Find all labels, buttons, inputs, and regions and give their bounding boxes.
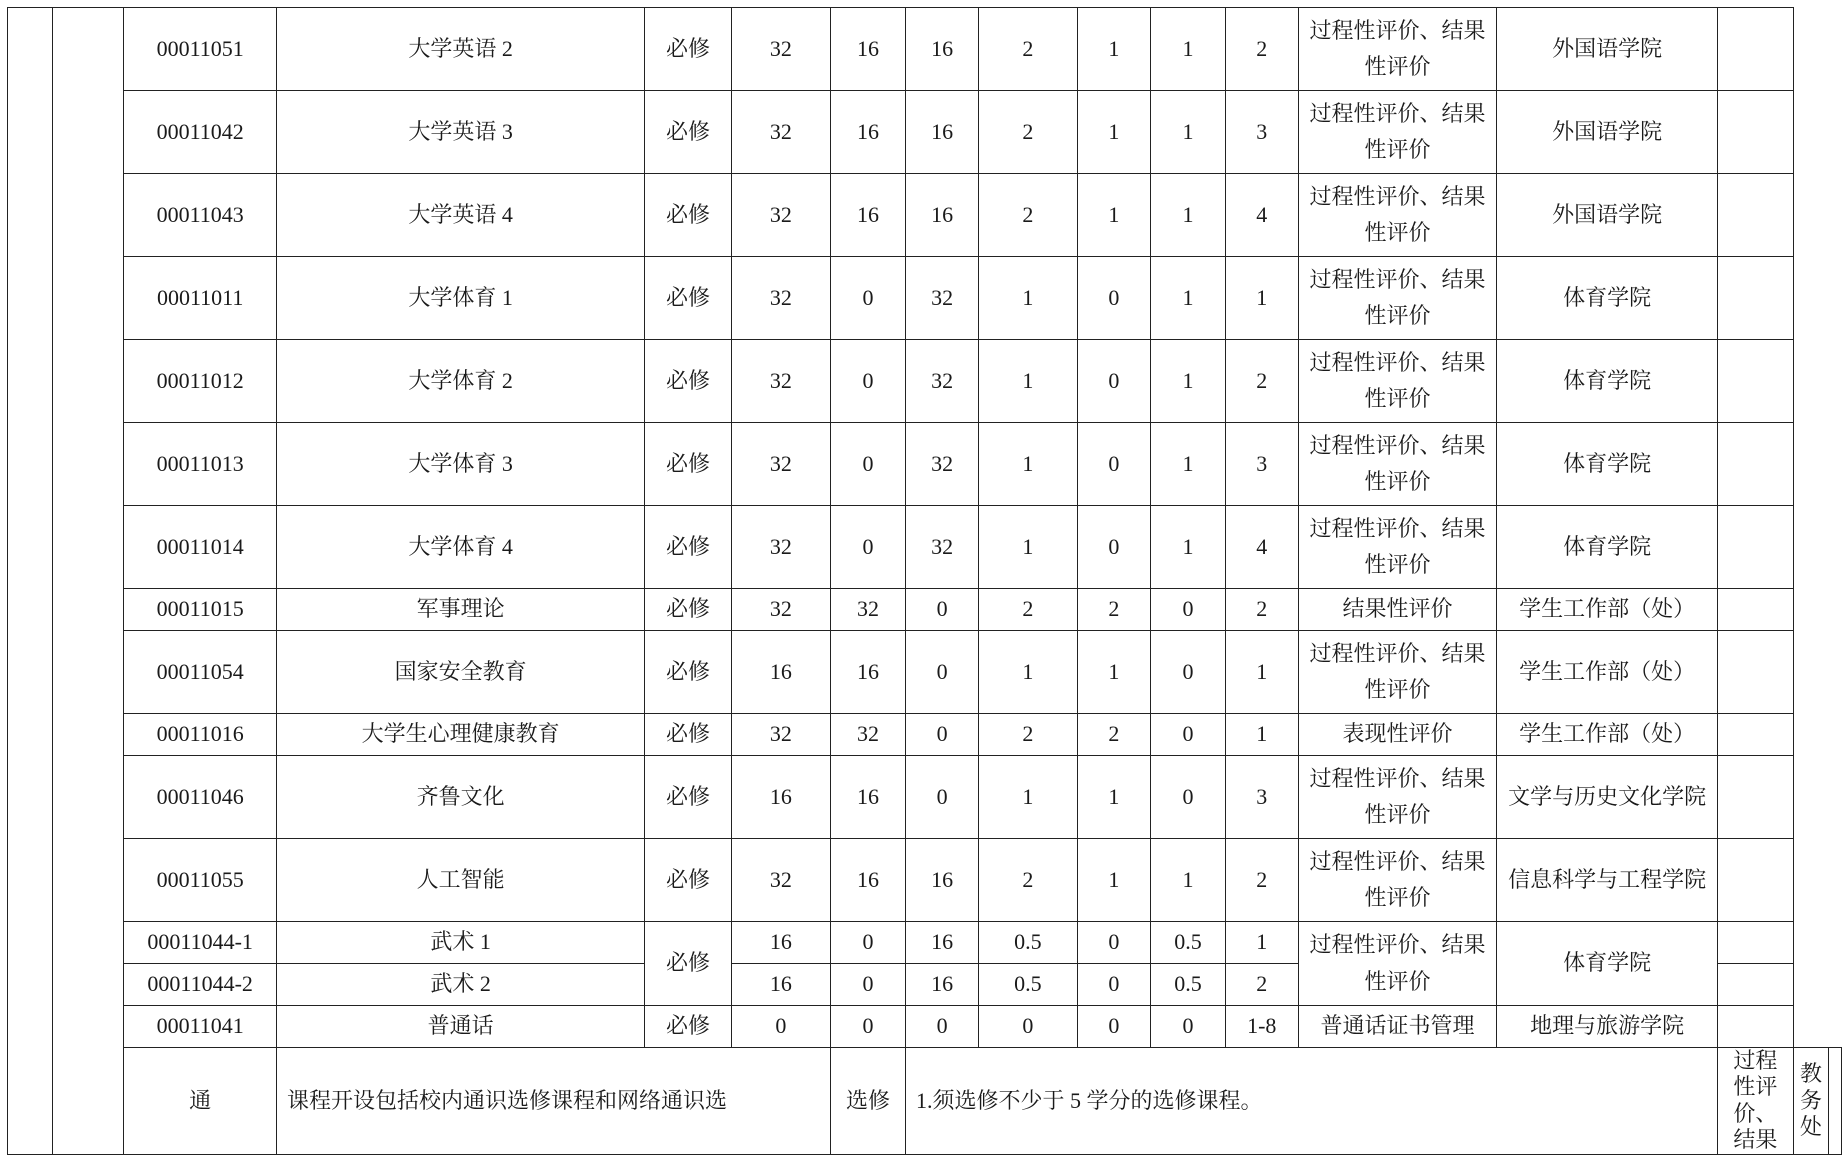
assessment: 过程性评价、结果性评价: [1298, 91, 1497, 174]
theory-hours: 32: [831, 714, 906, 756]
total-hours: 32: [731, 714, 830, 756]
elective-requirement: 1.须选修不少于 5 学分的选修课程。: [905, 1048, 1717, 1155]
theory-hours: 0: [831, 257, 906, 340]
practice-hours: 16: [905, 174, 978, 257]
table-row: [8, 1006, 1842, 1048]
total-hours: 16: [731, 964, 830, 1006]
assessment: 过程性评价、结果性评价: [1298, 174, 1497, 257]
department: 文学与历史文化学院: [1497, 756, 1718, 839]
theory-credits: 2: [1077, 714, 1151, 756]
theory-credits: 0: [1077, 922, 1151, 964]
credits: 0: [979, 1006, 1077, 1048]
credits: 1: [979, 506, 1077, 589]
semester: 4: [1225, 506, 1298, 589]
total-hours: 32: [731, 8, 830, 91]
practice-credits: 0.5: [1151, 964, 1225, 1006]
practice-hours: 16: [905, 8, 978, 91]
table-row: [8, 174, 1842, 257]
credits: 1: [979, 756, 1077, 839]
course-code: 00011044-2: [124, 964, 277, 1006]
course-type: 必修: [645, 423, 731, 506]
credits: 1: [979, 631, 1077, 714]
department: 外国语学院: [1497, 91, 1718, 174]
theory-credits: 0: [1077, 340, 1151, 423]
credits: 2: [979, 589, 1077, 631]
department: 外国语学院: [1497, 8, 1718, 91]
course-code: 00011041: [124, 1006, 277, 1048]
course-code: 00011011: [124, 257, 277, 340]
remarks: [1717, 1006, 1793, 1048]
semester: 1: [1225, 257, 1298, 340]
course-code: 00011014: [124, 506, 277, 589]
remarks: [1717, 839, 1793, 922]
credits: 1: [979, 423, 1077, 506]
semester: 2: [1225, 340, 1298, 423]
remarks: [1717, 589, 1793, 631]
table-row: [8, 8, 1842, 91]
semester: 3: [1225, 423, 1298, 506]
total-hours: 32: [731, 839, 830, 922]
theory-credits: 1: [1077, 174, 1151, 257]
theory-credits: 1: [1077, 91, 1151, 174]
practice-hours: 0: [905, 589, 978, 631]
credits: 2: [979, 714, 1077, 756]
credits: 2: [979, 91, 1077, 174]
department: 学生工作部（处）: [1497, 589, 1718, 631]
remarks: [1717, 257, 1793, 340]
practice-hours: 16: [905, 91, 978, 174]
credits: 2: [979, 839, 1077, 922]
theory-hours: 0: [831, 964, 906, 1006]
practice-hours: 0: [905, 714, 978, 756]
credits: 0.5: [979, 922, 1077, 964]
practice-credits: 0: [1151, 589, 1225, 631]
course-name: 齐鲁文化: [277, 756, 645, 839]
theory-hours: 0: [831, 506, 906, 589]
course-type: 必修: [645, 174, 731, 257]
theory-credits: 1: [1077, 756, 1151, 839]
theory-credits: 1: [1077, 839, 1151, 922]
remarks: [1829, 1048, 1842, 1155]
theory-credits: 1: [1077, 631, 1151, 714]
remarks: [1717, 506, 1793, 589]
module-subcategory-cell: [53, 8, 124, 1155]
course-code: 00011013: [124, 423, 277, 506]
course-type: 必修: [645, 631, 731, 714]
course-table: [7, 7, 1842, 1155]
practice-credits: 1: [1151, 91, 1225, 174]
theory-credits: 0: [1077, 423, 1151, 506]
table-row: [8, 756, 1842, 839]
semester: 4: [1225, 174, 1298, 257]
remarks: [1717, 423, 1793, 506]
assessment: 过程性评价、结果性评价: [1298, 839, 1497, 922]
table-row: [8, 631, 1842, 714]
course-code: 00011012: [124, 340, 277, 423]
theory-hours: 32: [831, 589, 906, 631]
department: 学生工作部（处）: [1497, 631, 1718, 714]
course-name: 大学英语 2: [277, 8, 645, 91]
remarks: [1717, 8, 1793, 91]
department: 体育学院: [1497, 922, 1718, 1006]
course-type: 必修: [645, 8, 731, 91]
semester: 3: [1225, 756, 1298, 839]
semester: 2: [1225, 589, 1298, 631]
practice-hours: 16: [905, 922, 978, 964]
theory-hours: 16: [831, 91, 906, 174]
theory-credits: 2: [1077, 589, 1151, 631]
assessment: 过程性评价、结果性评价: [1298, 257, 1497, 340]
assessment: 过程性评价、结果性评价: [1298, 756, 1497, 839]
total-hours: 16: [731, 756, 830, 839]
table-row: [8, 922, 1842, 964]
theory-hours: 16: [831, 631, 906, 714]
course-name: 普通话: [277, 1006, 645, 1048]
semester: 2: [1225, 964, 1298, 1006]
semester: 2: [1225, 839, 1298, 922]
theory-hours: 16: [831, 756, 906, 839]
practice-hours: 0: [905, 631, 978, 714]
course-code: 00011054: [124, 631, 277, 714]
remarks: [1717, 631, 1793, 714]
theory-credits: 0: [1077, 506, 1151, 589]
theory-credits: 1: [1077, 8, 1151, 91]
course-name: 大学体育 1: [277, 257, 645, 340]
table-row: [8, 1048, 1842, 1155]
theory-hours: 0: [831, 423, 906, 506]
practice-hours: 32: [905, 257, 978, 340]
assessment: 过程性评价、结果性评价: [1298, 8, 1497, 91]
practice-credits: 0: [1151, 714, 1225, 756]
theory-hours: 16: [831, 8, 906, 91]
course-type: 选修: [831, 1048, 906, 1155]
course-name: 大学英语 4: [277, 174, 645, 257]
course-name: 大学体育 3: [277, 423, 645, 506]
course-code: 00011042: [124, 91, 277, 174]
department: 体育学院: [1497, 340, 1718, 423]
assessment: 表现性评价: [1298, 714, 1497, 756]
course-type: 必修: [645, 506, 731, 589]
practice-credits: 1: [1151, 506, 1225, 589]
practice-credits: 1: [1151, 423, 1225, 506]
department: 外国语学院: [1497, 174, 1718, 257]
department: 体育学院: [1497, 423, 1718, 506]
table-row: [8, 589, 1842, 631]
credits: 2: [979, 8, 1077, 91]
course-code: 00011044-1: [124, 922, 277, 964]
remarks: [1717, 340, 1793, 423]
total-hours: 32: [731, 174, 830, 257]
theory-credits: 0: [1077, 964, 1151, 1006]
theory-hours: 0: [831, 1006, 906, 1048]
department: 体育学院: [1497, 506, 1718, 589]
module-category-cell: [8, 8, 53, 1155]
course-type: 必修: [645, 839, 731, 922]
course-code: 00011046: [124, 756, 277, 839]
total-hours: 16: [731, 631, 830, 714]
total-hours: 16: [731, 922, 830, 964]
assessment: 过程性评价、结果性评价: [1298, 423, 1497, 506]
remarks: [1717, 922, 1793, 964]
course-type: 必修: [645, 340, 731, 423]
course-type: 必修: [645, 589, 731, 631]
course-code: 00011015: [124, 589, 277, 631]
credits: 1: [979, 340, 1077, 423]
elective-category: 通: [124, 1048, 277, 1155]
course-name: 大学英语 3: [277, 91, 645, 174]
course-name: 武术 2: [277, 964, 645, 1006]
table-row: [8, 839, 1842, 922]
course-type: 必修: [645, 714, 731, 756]
course-code: 00011051: [124, 8, 277, 91]
course-type: 必修: [645, 756, 731, 839]
assessment: 过程性评价、结果性评价: [1298, 631, 1497, 714]
practice-credits: 0.5: [1151, 922, 1225, 964]
course-code: 00011043: [124, 174, 277, 257]
course-name: 军事理论: [277, 589, 645, 631]
department: 体育学院: [1497, 257, 1718, 340]
department: 信息科学与工程学院: [1497, 839, 1718, 922]
remarks: [1717, 714, 1793, 756]
practice-hours: 32: [905, 506, 978, 589]
assessment: 过程性评价、结果性评价: [1298, 922, 1497, 1006]
total-hours: 0: [731, 1006, 830, 1048]
practice-hours: 16: [905, 964, 978, 1006]
course-name: 人工智能: [277, 839, 645, 922]
practice-hours: 0: [905, 756, 978, 839]
theory-credits: 0: [1077, 1006, 1151, 1048]
total-hours: 32: [731, 257, 830, 340]
practice-hours: 32: [905, 423, 978, 506]
theory-hours: 0: [831, 922, 906, 964]
course-name: 国家安全教育: [277, 631, 645, 714]
practice-credits: 0: [1151, 756, 1225, 839]
department: 学生工作部（处）: [1497, 714, 1718, 756]
course-name: 武术 1: [277, 922, 645, 964]
total-hours: 32: [731, 91, 830, 174]
practice-credits: 1: [1151, 257, 1225, 340]
course-type: 必修: [645, 1006, 731, 1048]
practice-credits: 1: [1151, 340, 1225, 423]
credits: 1: [979, 257, 1077, 340]
elective-description: 课程开设包括校内通识选修课程和网络通识选: [277, 1048, 831, 1155]
course-name: 大学体育 2: [277, 340, 645, 423]
remarks: [1717, 91, 1793, 174]
table-row: [8, 506, 1842, 589]
table-row: [8, 423, 1842, 506]
assessment: 普通话证书管理: [1298, 1006, 1497, 1048]
remarks: [1717, 174, 1793, 257]
course-name: 大学体育 4: [277, 506, 645, 589]
department: 教务处: [1793, 1048, 1828, 1155]
assessment: 过程性评价、结果: [1717, 1048, 1793, 1155]
assessment: 结果性评价: [1298, 589, 1497, 631]
table-row: [8, 714, 1842, 756]
department: 地理与旅游学院: [1497, 1006, 1718, 1048]
total-hours: 32: [731, 506, 830, 589]
semester: 1: [1225, 714, 1298, 756]
credits: 2: [979, 174, 1077, 257]
credits: 0.5: [979, 964, 1077, 1006]
practice-credits: 0: [1151, 631, 1225, 714]
practice-credits: 1: [1151, 174, 1225, 257]
semester: 2: [1225, 8, 1298, 91]
practice-hours: 16: [905, 839, 978, 922]
course-code: 00011055: [124, 839, 277, 922]
semester: 3: [1225, 91, 1298, 174]
total-hours: 32: [731, 340, 830, 423]
table-row: [8, 257, 1842, 340]
remarks: [1717, 964, 1793, 1006]
theory-hours: 16: [831, 839, 906, 922]
table-row: [8, 340, 1842, 423]
course-type: 必修: [645, 922, 731, 1006]
semester: 1-8: [1225, 1006, 1298, 1048]
course-name: 大学生心理健康教育: [277, 714, 645, 756]
semester: 1: [1225, 631, 1298, 714]
theory-credits: 0: [1077, 257, 1151, 340]
assessment: 过程性评价、结果性评价: [1298, 340, 1497, 423]
course-type: 必修: [645, 257, 731, 340]
practice-hours: 32: [905, 340, 978, 423]
remarks: [1717, 756, 1793, 839]
theory-hours: 16: [831, 174, 906, 257]
table-row: [8, 91, 1842, 174]
semester: 1: [1225, 922, 1298, 964]
total-hours: 32: [731, 589, 830, 631]
course-code: 00011016: [124, 714, 277, 756]
practice-credits: 1: [1151, 8, 1225, 91]
assessment: 过程性评价、结果性评价: [1298, 506, 1497, 589]
practice-credits: 0: [1151, 1006, 1225, 1048]
course-type: 必修: [645, 91, 731, 174]
theory-hours: 0: [831, 340, 906, 423]
practice-credits: 1: [1151, 839, 1225, 922]
course-table-body: [8, 8, 1842, 1155]
practice-hours: 0: [905, 1006, 978, 1048]
total-hours: 32: [731, 423, 830, 506]
